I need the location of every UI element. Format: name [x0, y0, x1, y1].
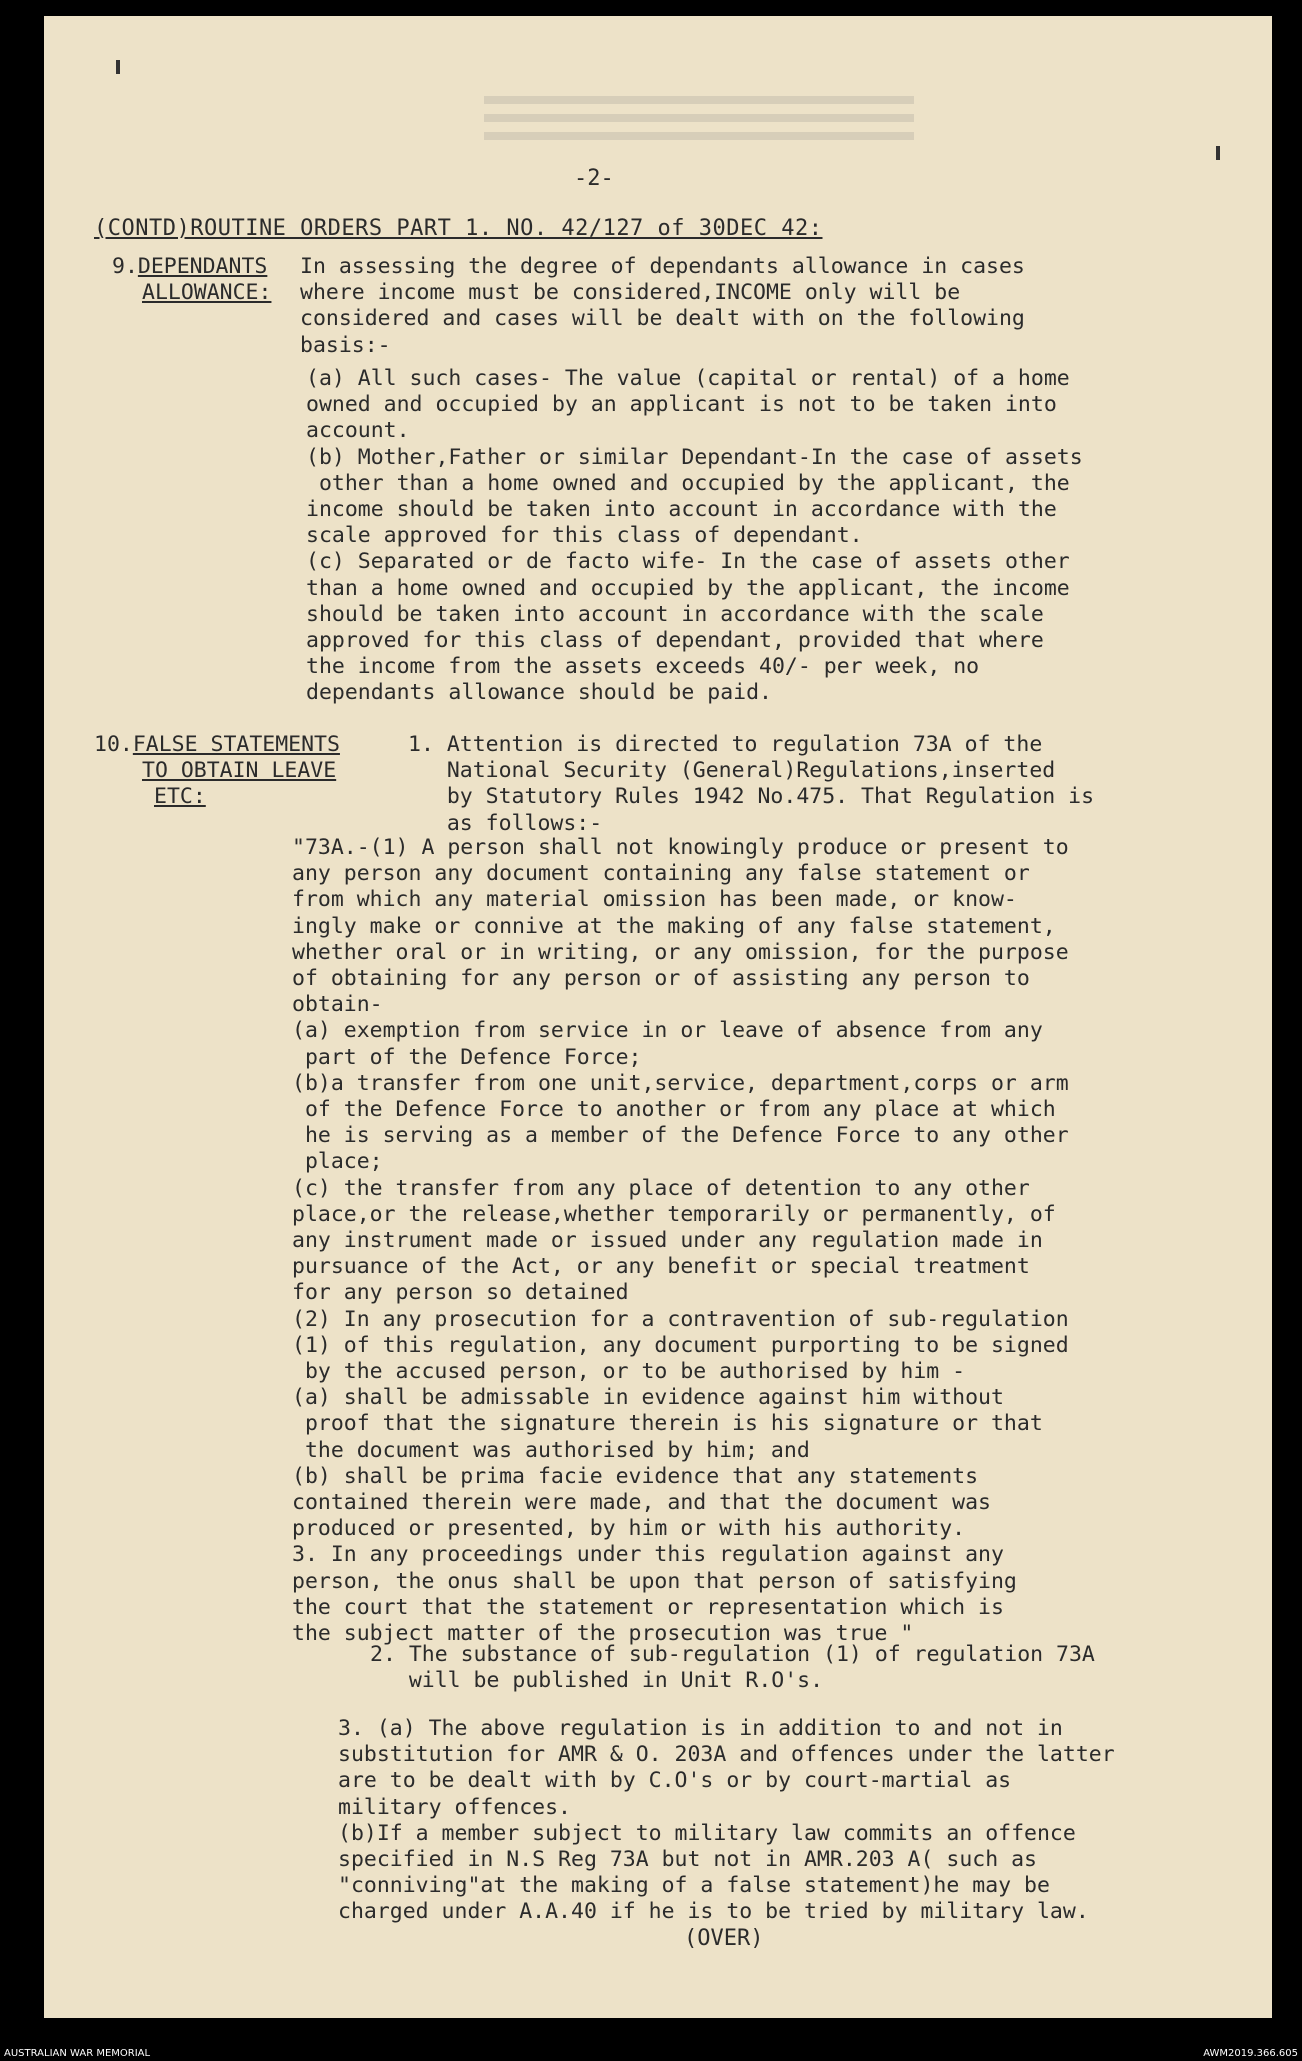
text-line: account. — [306, 418, 410, 444]
text-line: (c) the transfer from any place of detention to any other — [292, 1175, 1030, 1201]
section-title-line: DEPENDANTS — [137, 254, 268, 279]
text-line: (b)a transfer from one unit,service, department,corps or arm — [292, 1070, 1069, 1096]
text-line: any person any document containing any false statement or — [292, 861, 1030, 887]
regulation-73a-text — [292, 835, 1069, 1647]
text-line: the court that the statement or representation which is — [292, 1594, 1004, 1620]
text-line: 1. Attention is directed to regulation 73A of the — [408, 732, 1043, 757]
text-line: (c) Separated or de facto wife- In the case of assets other — [306, 549, 1070, 575]
text-line: 2. The substance of sub-regulation (1) of regulation 73A — [370, 1642, 1095, 1667]
text-line: will be published in Unit R.O's. — [370, 1668, 824, 1694]
text-line: (b) shall be prima facie evidence that any statements — [292, 1463, 979, 1489]
text-line: ingly make or connive at the making of any false statement, — [292, 913, 1056, 939]
text-line: (b)If a member subject to military law commits an offence — [338, 1820, 1076, 1846]
text-line: (a) exemption from service in or leave of absence from any — [292, 1018, 1043, 1044]
text-line: pursuance of the Act, or any benefit or special treatment — [292, 1254, 1030, 1280]
text-line: for any person so detained — [292, 1280, 629, 1306]
hole-punch-mark — [116, 60, 120, 74]
text-line: are to be dealt with by C.O's or by court-martial as — [338, 1768, 1012, 1794]
text-line: any instrument made or issued under any regulation made in — [292, 1228, 1043, 1254]
section-10-paragraph-3 — [338, 1716, 1115, 1926]
section-title-line: ETC: — [154, 784, 206, 810]
text-line: proof that the signature therein is his signature or that — [292, 1411, 1043, 1437]
section-10-heading — [94, 732, 384, 811]
text-line: National Security (General)Regulations,inserted — [408, 758, 1056, 784]
hole-punch-mark — [1216, 146, 1220, 160]
section-10-paragraph-1 — [408, 732, 1094, 837]
section-number: 9. — [112, 254, 138, 279]
text-line: military offences. — [338, 1794, 571, 1820]
document-page — [44, 16, 1272, 2018]
text-line: should be taken into account in accordance with the scale — [306, 601, 1044, 627]
text-line: specified in N.S Reg 73A but not in AMR.203 A( such as — [338, 1847, 1037, 1873]
text-line: the document was authorised by him; and — [292, 1437, 810, 1463]
text-line: whether oral or in writing, or any omission, for the purpose — [292, 939, 1069, 965]
text-line: charged under A.A.40 if he is to be tried by military law. — [338, 1899, 1089, 1925]
archive-footer — [0, 2046, 1302, 2061]
text-line: of the Defence Force to another or from any place at which — [292, 1097, 1056, 1123]
text-line: obtain- — [292, 992, 383, 1018]
text-line: income should be taken into account in accordance with the — [306, 497, 1057, 523]
text-line: (a) shall be admissable in evidence against him without — [292, 1385, 1004, 1411]
text-line: 3. In any proceedings under this regulation against any — [292, 1542, 1004, 1568]
text-line: "conniving"at the making of a false statement)he may be — [338, 1873, 1050, 1899]
text-line: place; — [292, 1149, 383, 1175]
text-line: the income from the assets exceeds 40/- per week, no — [306, 654, 980, 680]
bleed-through-text — [484, 86, 914, 156]
text-line: than a home owned and occupied by the applicant, the income — [306, 575, 1070, 601]
text-line: 3. (a) The above regulation is in addition to and not in — [338, 1716, 1063, 1741]
text-line: basis:- — [300, 332, 391, 358]
text-line: place,or the release,whether temporarily or permanently, of — [292, 1201, 1056, 1227]
text-line: as follows:- — [408, 810, 603, 836]
section-title-line: FALSE STATEMENTS — [132, 732, 340, 757]
section-9-items — [306, 366, 1083, 707]
text-line: In assessing the degree of dependants allowance in cases — [300, 254, 1025, 279]
text-line: other than a home owned and occupied by the applicant, the — [306, 470, 1070, 496]
text-line: part of the Defence Force; — [292, 1044, 642, 1070]
archive-name: AUSTRALIAN WAR MEMORIAL — [4, 2048, 151, 2059]
text-line: produced or presented, by him or with his authority. — [292, 1516, 966, 1542]
text-line: from which any material omission has been made, or know- — [292, 887, 1017, 913]
over-label: (OVER) — [684, 1926, 764, 1951]
text-line: he is serving as a member of the Defence Force to any other — [292, 1123, 1069, 1149]
text-line: contained therein were made, and that the document was — [292, 1490, 991, 1516]
section-title-line: TO OBTAIN LEAVE — [142, 758, 337, 784]
text-line: (2) In any prosecution for a contravention of sub-regulation — [292, 1306, 1069, 1332]
text-line: (1) of this regulation, any document purporting to be signed — [292, 1332, 1069, 1358]
accession-number: AWM2019.366.605 — [1203, 2048, 1298, 2059]
text-line: by the accused person, or to be authorised by him - — [292, 1359, 966, 1385]
section-9-intro — [300, 254, 1025, 359]
text-line: "73A.-(1) A person shall not knowingly produce or present to — [292, 835, 1069, 860]
text-line: (b) Mother,Father or similar Dependant-In the case of assets — [306, 444, 1083, 470]
text-line: where income must be considered,INCOME only will be — [300, 280, 961, 306]
section-title-line: ALLOWANCE: — [142, 280, 272, 306]
text-line: considered and cases will be dealt with on the following — [300, 306, 1025, 332]
text-line: person, the onus shall be upon that person of satisfying — [292, 1568, 1017, 1594]
text-line: dependants allowance should be paid. — [306, 680, 772, 706]
text-line: approved for this class of dependant, provided that where — [306, 628, 1044, 654]
order-heading: (CONTD)ROUTINE ORDERS PART 1. NO. 42/127 of 30DEC 42: — [94, 216, 823, 241]
page-number: -2- — [574, 166, 614, 191]
text-line: scale approved for this class of dependant. — [306, 523, 863, 549]
text-line: substitution for AMR & O. 203A and offences under the latter — [338, 1742, 1115, 1768]
section-10-paragraph-2 — [370, 1642, 1095, 1694]
text-line: the subject matter of the prosecution was true " — [292, 1621, 914, 1647]
text-line: (a) All such cases- The value (capital or rental) of a home — [306, 366, 1070, 391]
text-line: of obtaining for any person or of assisting any person to — [292, 966, 1030, 992]
section-number: 10. — [94, 732, 133, 757]
text-line: by Statutory Rules 1942 No.475. That Regulation is — [408, 784, 1095, 810]
text-line: owned and occupied by an applicant is not to be taken into — [306, 392, 1057, 418]
